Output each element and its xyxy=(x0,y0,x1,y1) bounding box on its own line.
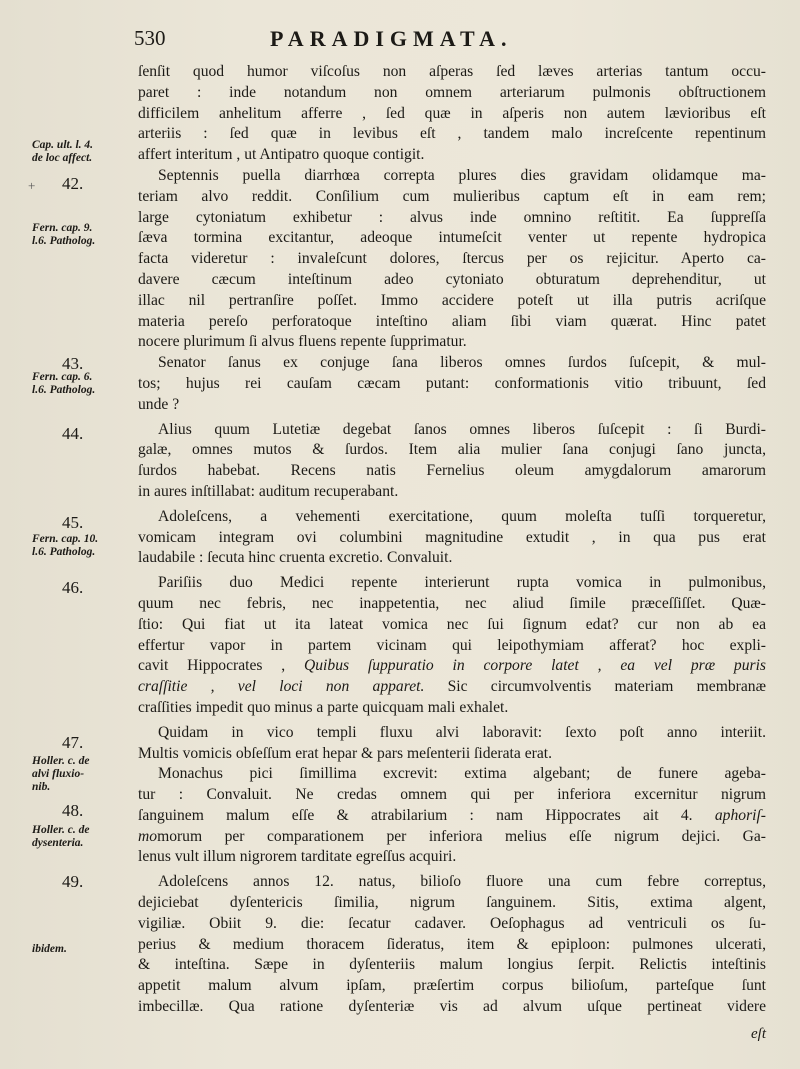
text-span: Sic circumvolventis materiam membranæ xyxy=(424,678,766,696)
text-line: difficilem anhelitum afferre , ſed quæ in aſperis non autem lævioribus eſt xyxy=(138,104,766,122)
aphorism-word: aphoriſ- xyxy=(714,806,766,824)
entry-number: 42. xyxy=(62,174,84,193)
entry-number: 48. xyxy=(62,801,84,820)
hippocrates-quote: Quibus ſuppuratio in corpore latet , ea vel præ puris xyxy=(304,657,766,675)
text-line: unde ? xyxy=(138,395,180,413)
text-line: tur : Convaluit. Ne credas omnem qui per inferiora excernitur nigrum xyxy=(138,786,766,804)
text-line: imbecillæ. Qua ratione dyſenteriæ vis ad alvum uſque pertineat videre xyxy=(138,998,766,1016)
text-line: ſtio: Qui fiat ut ita lateat vomica nec ſui ſignum edat? cur non ab ea xyxy=(138,615,766,633)
text-line: large cytoniatum exhibetur : alvus inde omnino reſtitit. Ea ſuppreſſa xyxy=(138,208,766,226)
aphorism-word: mo xyxy=(138,827,158,845)
text-line: Alius quum Lutetiæ degebat ſanos omnes liberos ſuſcepit : ſi Burdi- xyxy=(158,420,766,438)
text-line: Senator ſanus ex conjuge ſana liberos omnes ſurdos ſuſcepit, & mul- xyxy=(158,354,766,372)
entry-number: 44. xyxy=(62,424,84,443)
entry-number: 45. xyxy=(62,513,84,532)
text-line: Adoleſcens annos 12. natus, bilioſo fluore una cum febre correptus, xyxy=(158,873,766,891)
text-line: in aures inſtillabat: auditum recuperabant. xyxy=(138,482,399,500)
text-span: ſanguinem malum eſſe & atrabilarium : nam Hippocrates ait 4. xyxy=(138,806,715,824)
text-line: Pariſiis duo Medici repente interierunt rupta vomica in pulmonibus, xyxy=(158,574,766,592)
entry-number: 43. xyxy=(62,354,84,373)
text-line: appetit malum alvum ipſam, præſertim corpus bilioſum, parteſque ſunt xyxy=(138,977,766,995)
text-line xyxy=(138,827,766,848)
text-line: tos; hujus rei cauſam cæcam putant: conformationis vitio tribuunt, ſed xyxy=(138,374,766,392)
margin-ref: Fern. cap. 9. l.6. Patholog. xyxy=(32,222,96,247)
text-line: quum nec febris, nec inappetentia, nec aliud ſimile præceſſiſſet. Quæ- xyxy=(138,594,766,612)
text-line: ſenſit quod humor viſcoſus non aſperas ſed læves arterias tantum occu- xyxy=(138,63,766,80)
pencil-mark: + xyxy=(28,178,36,193)
text-line: craſſities impedit quo minus a parte quicquam mali exhalet. xyxy=(138,698,509,716)
text-line: lenus vult illum nigrorem tarditate egreſſus acquiri. xyxy=(138,848,457,866)
text-line: davere cæcum inteſtinum adeo cytoniato obturatum deprehenditur, ut xyxy=(138,270,766,288)
margin-ref: ibidem. xyxy=(32,943,67,955)
text-line: Adoleſcens, a vehementi exercitatione, quum moleſta tuſſi torqueretur, xyxy=(158,507,766,525)
text-line: Septennis puella diarrhœa correpta plures dies gravidam olidamque ma- xyxy=(158,166,766,184)
text-line: dejiciebat dyſentericis ſimilia, nigrum ſanguinem. Sitis, extima algent, xyxy=(138,894,766,912)
running-title: PARADIGMATA. xyxy=(270,26,513,51)
text-line: perius & medium thoracem ſideratus, item & epiploon: pulmones ulcerati, xyxy=(138,935,766,953)
text-line: galæ, omnes mutos & ſurdos. Item alia mulier ſana conjugi ſano juncta, xyxy=(138,441,766,459)
text-line: vigiliæ. Obiit 9. die: ſecatur cadaver. Oeſophagus ad ventriculi os ſu- xyxy=(138,914,766,932)
text-line: ſurdos habebat. Recens natis Fernelius oleum amygdalorum amarorum xyxy=(138,462,766,480)
text-line: paret : inde notandum non omnem arteriarum pulmonis obſtructionem xyxy=(138,83,766,101)
entry-number: 49. xyxy=(62,872,84,891)
text-line: effertur vapor in partem vicinam qui leipothymiam afferat? hoc expli- xyxy=(138,636,766,654)
hippocrates-quote: vel loci non apparet. xyxy=(237,678,425,696)
text-line: vomicam integram ovi columbini magnitudine extudit , in qua pus erat xyxy=(138,528,766,546)
text-line: Monachus pici ſimillima excrevit: extima algebant; de funere ageba- xyxy=(158,765,766,783)
text-line: illac nil pertranſire poſſet. Immo accidere poteſt ut illa putris acriſque xyxy=(138,291,766,309)
body-text xyxy=(138,62,766,1018)
entry-number: 47. xyxy=(62,733,84,752)
margin-ref: Holler. c. de dysenteria. xyxy=(32,824,90,849)
text-line: laudabile : ſecuta hinc cruenta excretio. Convaluit. xyxy=(138,549,453,567)
entry-number: 46. xyxy=(62,578,84,597)
text-line: nocere plurimum ſi alvus fluens repente ſupprimatur. xyxy=(138,333,467,351)
text-line xyxy=(138,656,766,677)
text-span: cavit Hippocrates , xyxy=(138,657,304,675)
text-line: ſæva tormina excitantur, adeoque intumeſcit venter ut repente hydropica xyxy=(138,229,766,247)
text-line: facta videretur : invaleſcunt dolores, ſtercus per os rejicitur. Aperto ca- xyxy=(138,250,766,268)
text-line: & inteſtina. Sæpe in dyſenteriis malum longius ſerpit. Relictis inteſtinis xyxy=(138,956,766,974)
text-line: materia pereſo perforatoque inteſtino aliam ſibi viam quærat. Hinc patet xyxy=(138,312,766,330)
page-header xyxy=(0,26,800,56)
text-line xyxy=(138,677,766,698)
margin-ref: Cap. ult. l. 4. de loc affect. xyxy=(32,139,94,164)
catchword: eſt xyxy=(751,1026,766,1042)
margin-ref: Holler. c. de alvi fluxio- nib. xyxy=(32,755,90,793)
text-line: arteriis : ſed quæ in levibus eſt , tandem malo increſcente repentinum xyxy=(138,125,766,143)
margin-ref: Fern. cap. 10. l.6. Patholog. xyxy=(32,533,99,558)
text-line: Quidam in vico templi fluxu alvi laboravit: ſexto poſt anno interiit. xyxy=(158,723,766,741)
hippocrates-quote-word: craſſitie , xyxy=(138,678,238,696)
text-span: morum per comparationem per inferiora melius eſſe nigrum dejici. Ga- xyxy=(157,827,766,845)
page-number: 530 xyxy=(134,26,166,50)
text-line: Multis vomicis obſeſſum erat hepar & pars meſenterii ſiderata erat. xyxy=(138,744,552,762)
text-line: affert interitum , ut Antipatro quoque contigit. xyxy=(138,146,425,164)
text-line: teriam alvo reddit. Conſilium cum mulieribus captum eſt in eam rem; xyxy=(138,187,766,205)
margin-ref: Fern. cap. 6. l.6. Patholog. xyxy=(32,371,96,396)
text-line xyxy=(138,806,766,827)
